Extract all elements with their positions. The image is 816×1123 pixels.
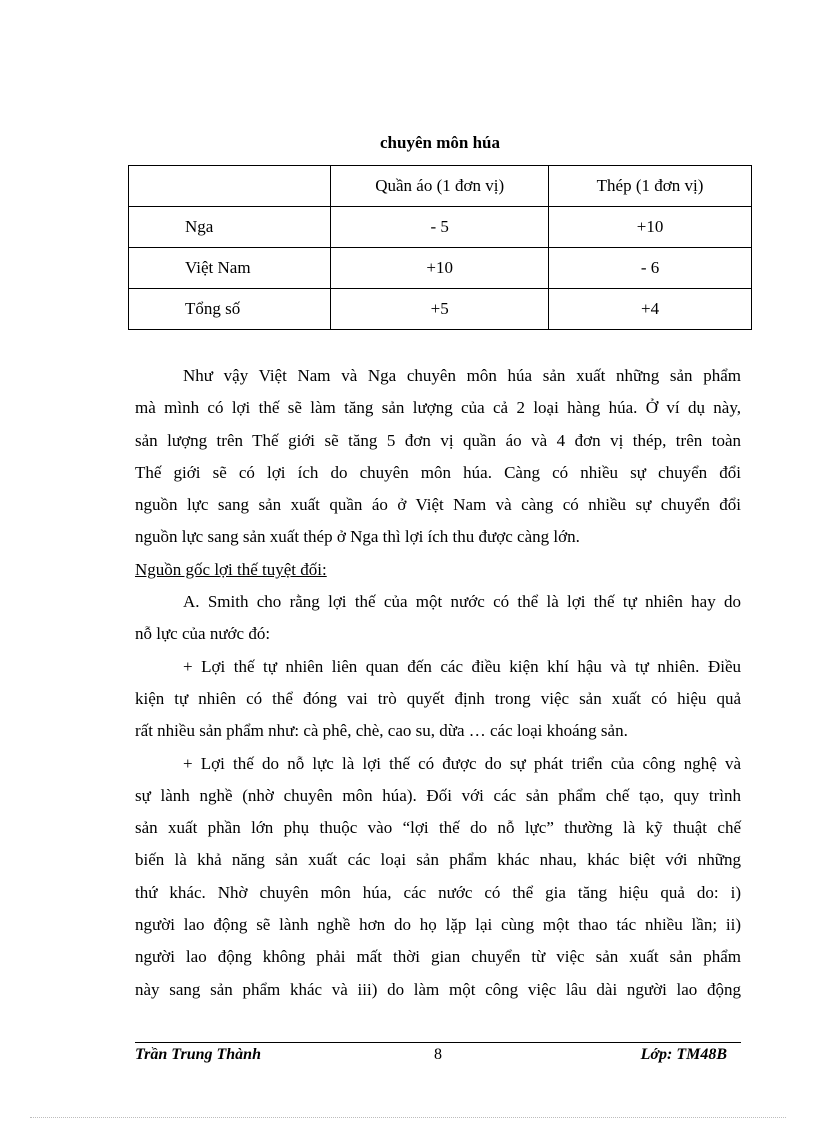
- paragraph-line: kiện tự nhiên có thể đóng vai trò quyết định trong việc sản xuất có hiệu quả: [135, 688, 741, 708]
- page-bottom-border: [30, 1117, 786, 1118]
- table-row: [129, 248, 752, 289]
- table-cell: Nga: [129, 207, 331, 248]
- table-cell: Việt Nam: [129, 248, 331, 289]
- table-cell: +4: [549, 289, 752, 330]
- body-text: [135, 360, 741, 1006]
- section-heading: Nguồn gốc lợi thế tuyệt đối:: [135, 559, 327, 579]
- paragraph-line: sản xuất phần lớn phụ thuộc vào “lợi thế do nỗ lực” thường là kỹ thuật chế: [135, 818, 741, 838]
- table-cell: - 6: [549, 248, 752, 289]
- table-row: [129, 207, 752, 248]
- table-header-cell: Thép (1 đơn vị): [549, 166, 752, 207]
- table-header-row: [129, 166, 752, 207]
- paragraph-line: sản lượng trên Thế giới sẽ tăng 5 đơn vị quần áo và 4 đơn vị thép, trên toàn: [135, 430, 741, 450]
- footer-class: Lớp: TM48B: [640, 1046, 727, 1063]
- paragraph-line: biến là khả năng sản xuất các loại sản phẩm khác nhau, khác biệt với những: [135, 850, 741, 870]
- paragraph-line: người lao động không phải mất thời gian chuyển từ việc sản xuất sản phẩm: [135, 947, 741, 967]
- table-row: [129, 289, 752, 330]
- table-caption: chuyên môn húa: [380, 133, 500, 152]
- paragraph-line: mà mình có lợi thế sẽ làm tăng sản lượng của cả 2 loại hàng húa. Ở ví dụ này,: [135, 398, 741, 418]
- specialization-table: [128, 165, 752, 330]
- paragraph-line: này sang sản phẩm khác và iii) do làm một công việc lâu dài người lao động: [135, 979, 741, 999]
- footer-divider: [135, 1042, 741, 1043]
- table-header-cell: Quần áo (1 đơn vị): [331, 166, 549, 207]
- paragraph-line: + Lợi thế tự nhiên liên quan đến các điều kiện khí hậu và tự nhiên. Điều: [183, 656, 741, 676]
- table-cell: +5: [331, 289, 549, 330]
- paragraph-line: người lao động sẽ lành nghề hơn do họ lặp lại cùng một thao tác nhiều lần; ii): [135, 915, 741, 935]
- paragraph-line: thứ khác. Nhờ chuyên môn húa, các nước có thể gia tăng hiệu quả do: i): [135, 882, 741, 902]
- paragraph-line: nỗ lực của nước đó:: [135, 624, 271, 644]
- table-header-cell: [129, 166, 331, 207]
- paragraph-line: nguồn lực sang sản xuất thép ở Nga thì lợi ích thu được càng lớn.: [135, 527, 580, 547]
- paragraph-line: nguồn lực sang sản xuất quần áo ở Việt Nam và càng có nhiều sự chuyển đổi: [135, 495, 741, 515]
- table-cell: +10: [331, 248, 549, 289]
- table-cell: +10: [549, 207, 752, 248]
- paragraph-line: Thế giới sẽ có lợi ích do chuyên môn húa. Càng có nhiều sự chuyển đổi: [135, 462, 741, 482]
- page-number: 8: [434, 1046, 442, 1063]
- table-cell: - 5: [331, 207, 549, 248]
- paragraph-line: rất nhiều sản phẩm như: cà phê, chè, cao su, dừa … các loại khoáng sản.: [135, 721, 628, 741]
- paragraph-line: A. Smith cho rằng lợi thế của một nước có thể là lợi thế tự nhiên hay do: [183, 592, 741, 612]
- paragraph-line: Như vậy Việt Nam và Nga chuyên môn húa sản xuất những sản phẩm: [183, 366, 741, 385]
- table-cell: Tổng số: [129, 289, 331, 330]
- paragraph-line: sự lành nghề (nhờ chuyên môn húa). Đối với các sản phẩm chế tạo, quy trình: [135, 785, 741, 805]
- paragraph-line: + Lợi thế do nỗ lực là lợi thế có được do sự phát triển của công nghệ và: [183, 753, 741, 773]
- footer-author: Trần Trung Thành: [135, 1046, 261, 1063]
